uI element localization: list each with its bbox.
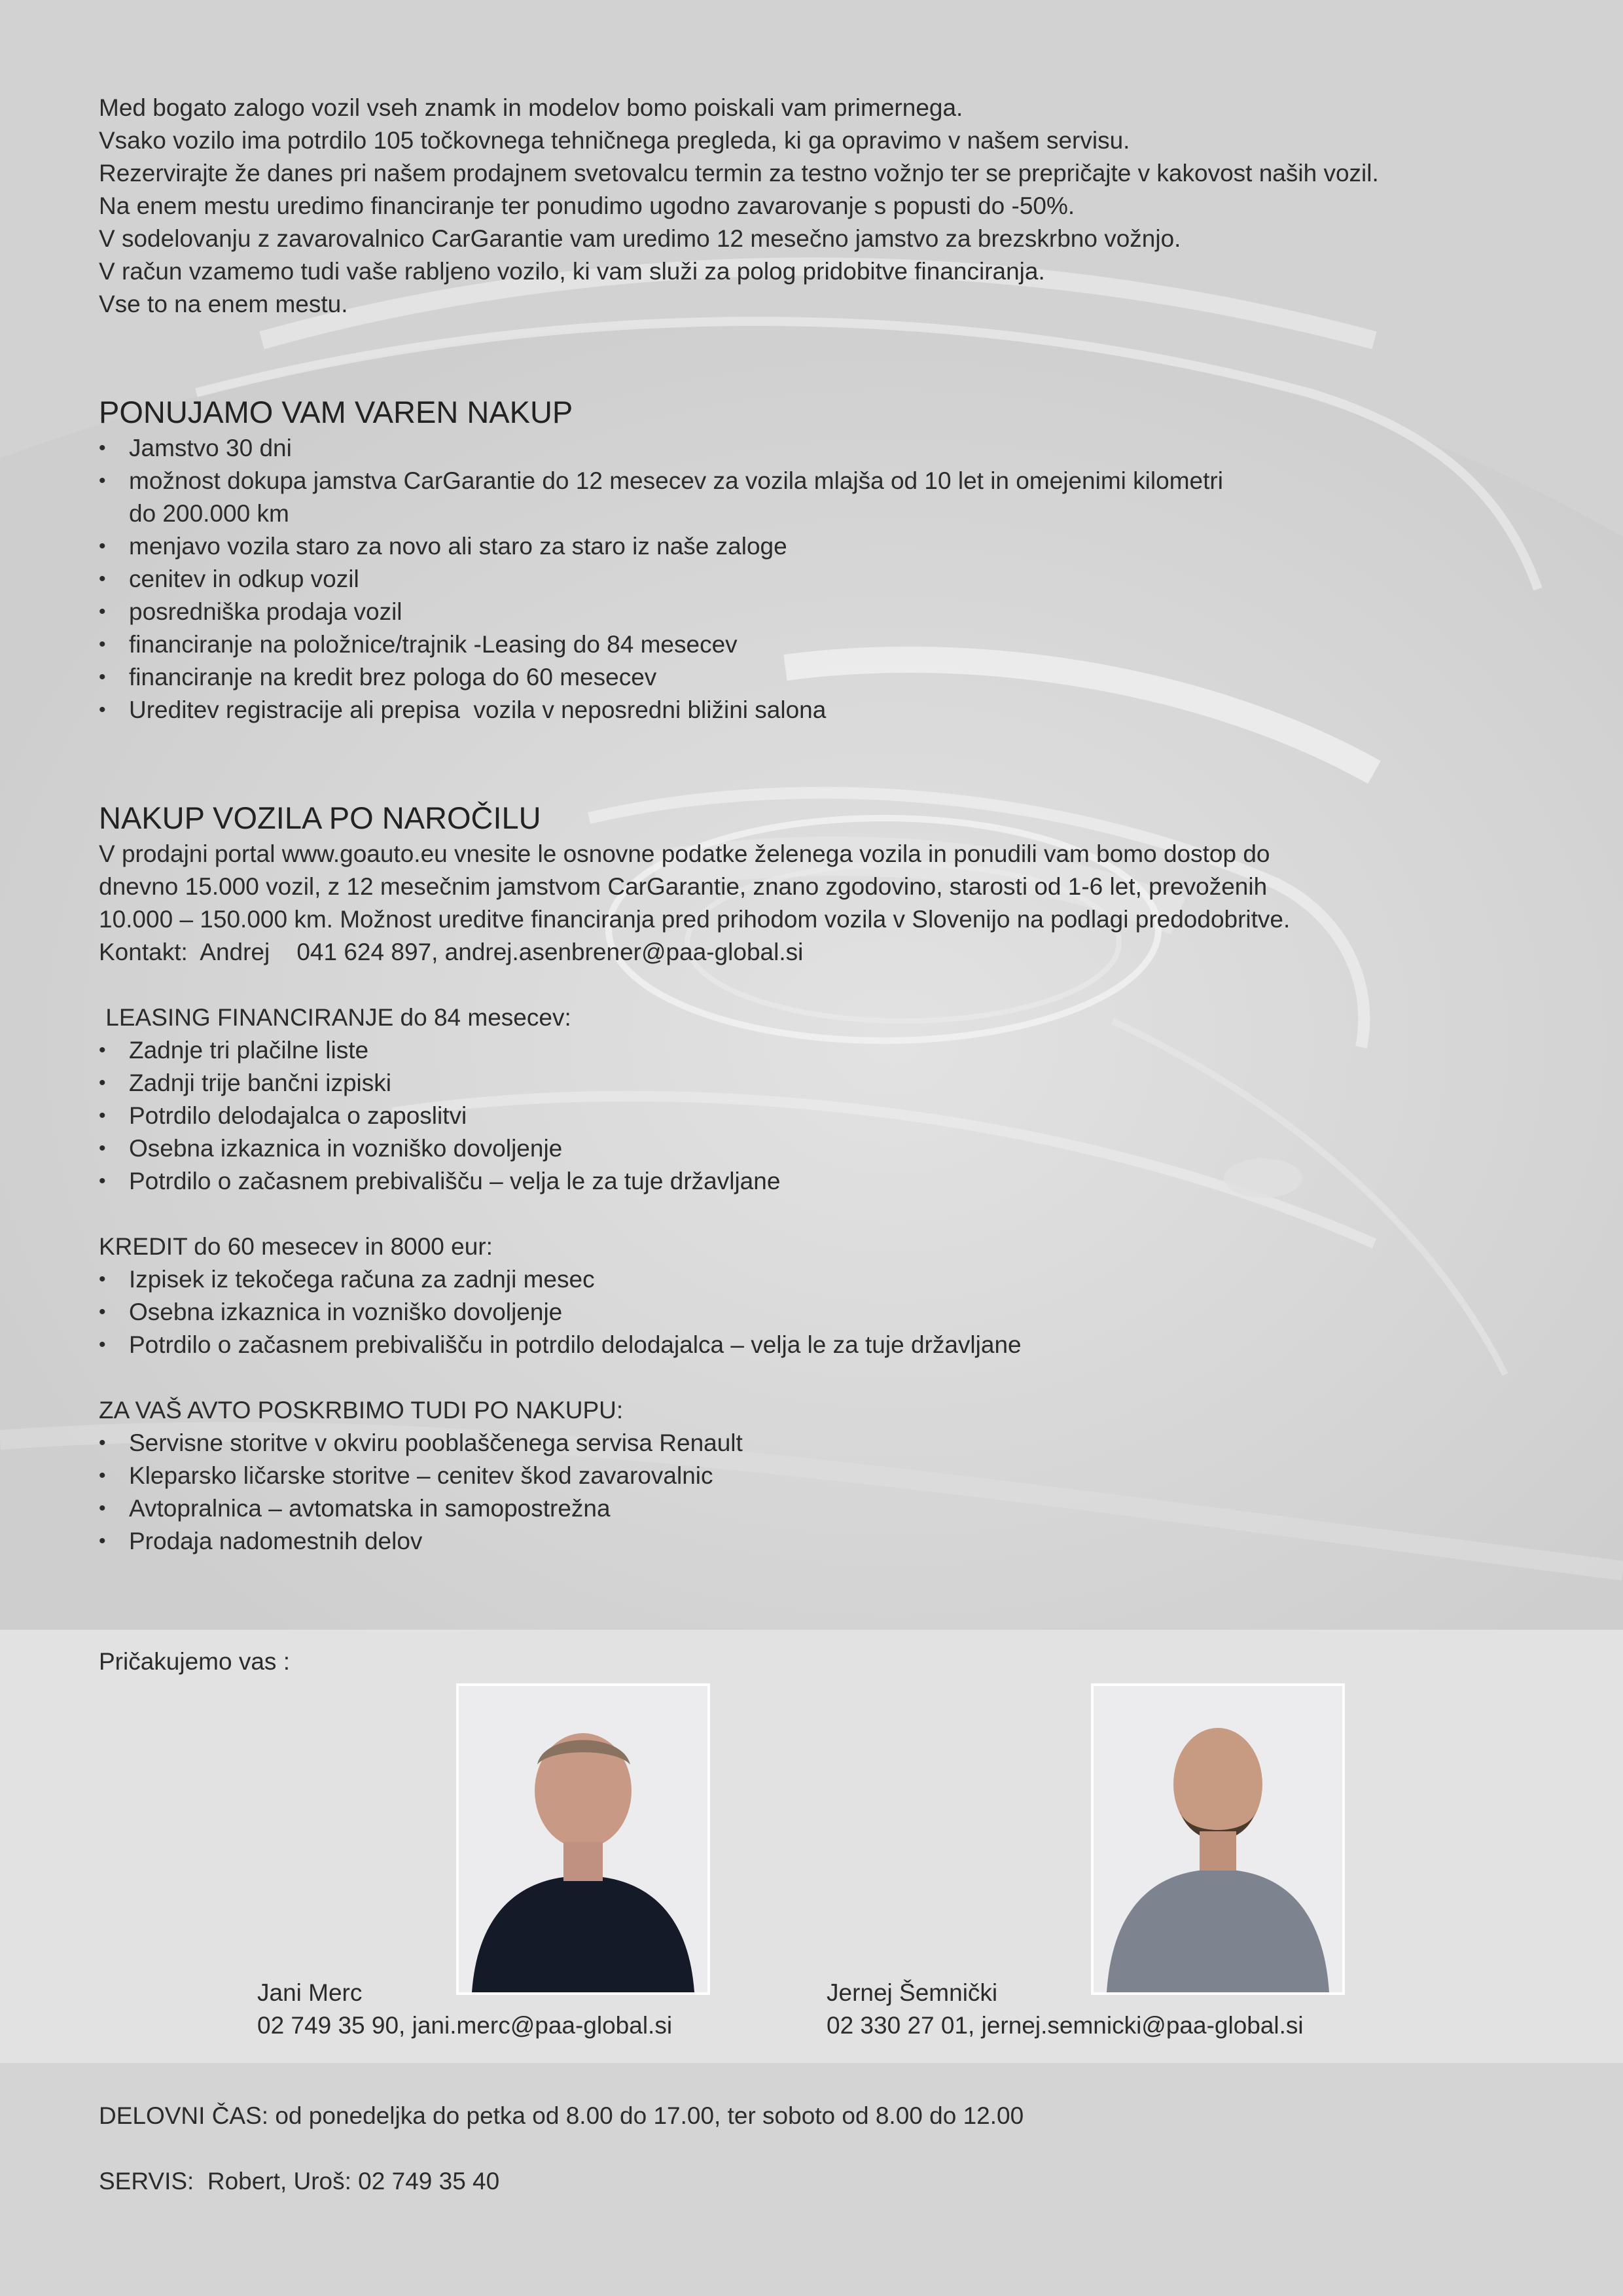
list-item: • Potrdilo o začasnem prebivališču in potrdilo delodajalca – velja le za tuje državljane — [99, 1329, 1565, 1361]
contact-name: Jani Merc — [257, 1979, 363, 2006]
intro-line: V račun vzamemo tudi vaše rabljeno vozilo, ki vam služi za polog pridobitve financiranja. — [99, 258, 1045, 285]
portrait-photo-jani-merc — [456, 1683, 710, 1995]
credit-list — [99, 1263, 1565, 1361]
person-portrait-icon — [1094, 1686, 1342, 1992]
contact-details: 02 330 27 01, jernej.semnicki@paa-global.si — [827, 2012, 1304, 2039]
list-item — [99, 465, 1565, 530]
contacts-intro: Pričakujemo vas : — [99, 1648, 290, 1675]
list-item: • posredniška prodaja vozil — [99, 596, 1565, 628]
list-item: • Jamstvo 30 dni — [99, 432, 1565, 465]
leasing-section — [99, 1001, 1565, 1198]
list-item: • cenitev in odkup vozil — [99, 563, 1565, 596]
intro-line: Vsako vozilo ima potrdilo 105 točkovnega tehničnega pregleda, ki ga opravimo v našem servisu. — [99, 127, 1130, 154]
contacts-band — [0, 1630, 1623, 2063]
list-item: • Zadnji trije bančni izpiski — [99, 1067, 1565, 1100]
order-line: dnevno 15.000 vozil, z 12 mesečnim jamstvom CarGarantie, znano zgodovino, starosti od 1-6 let, prevoženih — [99, 873, 1268, 900]
list-item: • Kleparsko ličarske storitve – cenitev škod zavarovalnic — [99, 1460, 1565, 1492]
after-sale-list — [99, 1427, 1565, 1558]
intro-line: Vse to na enem mestu. — [99, 291, 348, 317]
list-item-text: možnost dokupa jamstva CarGarantie do 12 mesecev za vozila mlajša od 10 let in omejenimi kilometri do 200.000 km — [129, 467, 1223, 527]
list-item: • financiranje na položnice/trajnik -Leasing do 84 mesecev — [99, 628, 1565, 661]
list-item: • Osebna izkaznica in vozniško dovoljenje — [99, 1296, 1565, 1329]
order-contact-line: Kontakt: Andrej 041 624 897, andrej.asenbrener@paa-global.si — [99, 939, 804, 965]
intro-line: V sodelovanju z zavarovalnico CarGarantie vam uredimo 12 mesečno jamstvo za brezskrbno vožnjo. — [99, 225, 1181, 252]
portrait-photo-jernej-semnicki — [1091, 1683, 1345, 1995]
list-item: • Zadnje tri plačilne liste — [99, 1034, 1565, 1067]
list-item: • financiranje na kredit brez pologa do 60 mesecev — [99, 661, 1565, 694]
section-heading: PONUJAMO VAM VAREN NAKUP — [99, 395, 573, 429]
intro-paragraph — [99, 92, 1565, 321]
list-item: • Avtopralnica – avtomatska in samopostrežna — [99, 1492, 1565, 1525]
after-sale-section — [99, 1394, 1565, 1558]
leasing-list — [99, 1034, 1565, 1198]
intro-line: Med bogato zalogo vozil vseh znamk in modelov bomo poiskali vam primernega. — [99, 94, 963, 121]
person-portrait-icon — [459, 1686, 707, 1992]
working-hours: DELOVNI ČAS: od ponedeljka do petka od 8.00 do 17.00, ter soboto od 8.00 do 12.00 — [99, 2102, 1024, 2129]
contact-person — [257, 1977, 672, 2042]
list-item: • Ureditev registracije ali prepisa vozila v neposredni bližini salona — [99, 694, 1565, 726]
subsection-heading: LEASING FINANCIRANJE do 84 mesecev: — [99, 1004, 571, 1031]
order-line: V prodajni portal www.goauto.eu vnesite le osnovne podatke želenega vozila in ponudili vam bomo dostop do — [99, 840, 1270, 867]
list-item: • Potrdilo o začasnem prebivališču – velja le za tuje državljane — [99, 1165, 1565, 1198]
service-contact: SERVIS: Robert, Uroš: 02 749 35 40 — [99, 2168, 500, 2195]
subsection-heading: KREDIT do 60 mesecev in 8000 eur: — [99, 1233, 493, 1260]
section-heading: NAKUP VOZILA PO NAROČILU — [99, 800, 541, 835]
safe-purchase-section — [99, 393, 1565, 726]
safe-purchase-list — [99, 432, 1565, 726]
order-section — [99, 798, 1565, 969]
subsection-heading: ZA VAŠ AVTO POSKRBIMO TUDI PO NAKUPU: — [99, 1397, 624, 1424]
intro-line: Na enem mestu uredimo financiranje ter ponudimo ugodno zavarovanje s popusti do -50%. — [99, 192, 1075, 219]
credit-section — [99, 1230, 1565, 1361]
list-item: • Servisne storitve v okviru pooblaščenega servisa Renault — [99, 1427, 1565, 1460]
list-item: • Osebna izkaznica in vozniško dovoljenje — [99, 1132, 1565, 1165]
main-content — [99, 92, 1565, 1558]
contact-name: Jernej Šemnički — [827, 1979, 998, 2006]
list-item: • menjavo vozila staro za novo ali staro za staro iz naše zaloge — [99, 530, 1565, 563]
order-line: 10.000 – 150.000 km. Možnost ureditve financiranja pred prihodom vozila v Slovenijo na podlagi predodobritve. — [99, 906, 1291, 933]
intro-line: Rezervirajte že danes pri našem prodajnem svetovalcu termin za testno vožnjo ter se prepričajte v kakovost naših vozil. — [99, 160, 1379, 187]
list-item: • Izpisek iz tekočega računa za zadnji mesec — [99, 1263, 1565, 1296]
list-item: • Potrdilo delodajalca o zaposlitvi — [99, 1100, 1565, 1132]
contact-person — [827, 1977, 1304, 2042]
list-item: • Prodaja nadomestnih delov — [99, 1525, 1565, 1558]
contact-details: 02 749 35 90, jani.merc@paa-global.si — [257, 2012, 673, 2039]
footer — [0, 2063, 1623, 2296]
